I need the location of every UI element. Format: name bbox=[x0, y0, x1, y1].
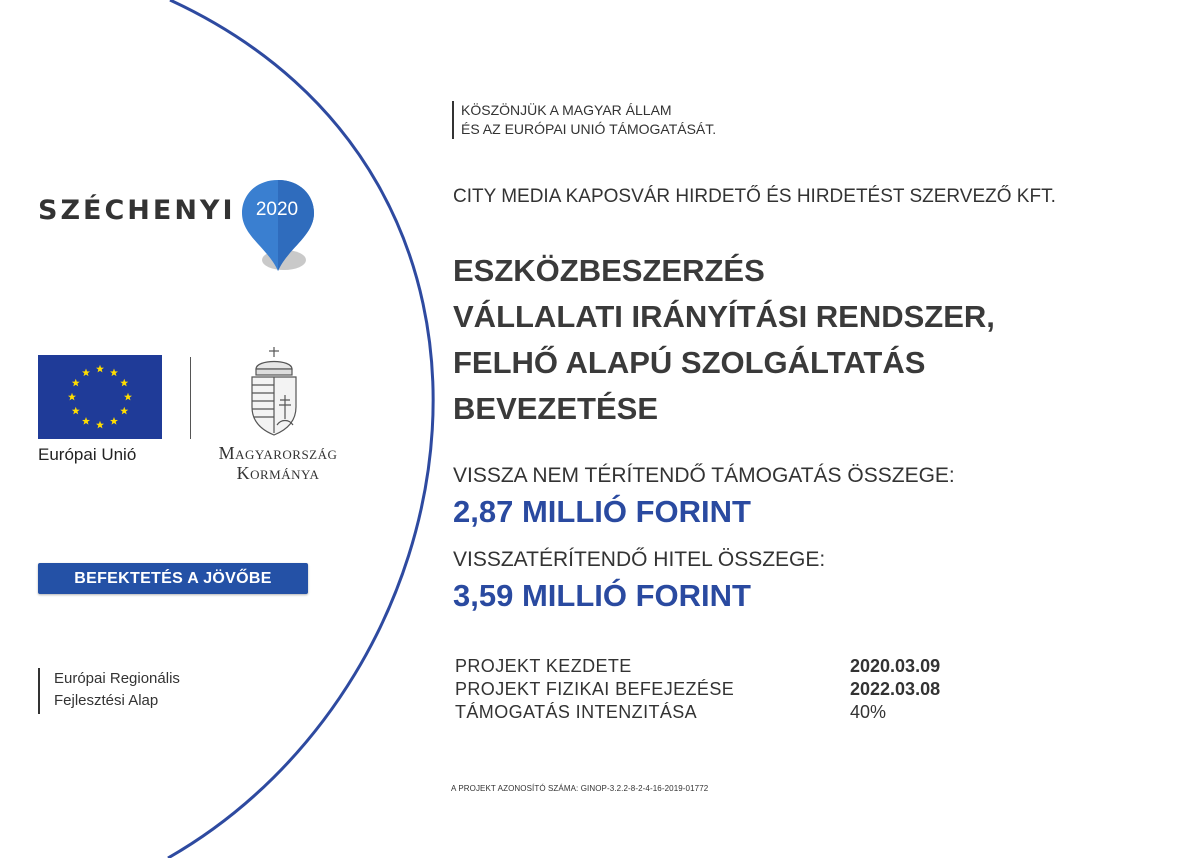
detail-row bbox=[455, 678, 1015, 701]
brand-year: 2020 bbox=[255, 199, 299, 220]
loan-label: VISSZATÉRÍTENDŐ HITEL ÖSSZEGE: bbox=[453, 548, 826, 571]
company-name: CITY MEDIA KAPOSVÁR HIRDETŐ ÉS HIRDETÉST SZERVEZŐ KFT. bbox=[453, 186, 1056, 207]
thanks-text bbox=[461, 101, 716, 139]
grant-label: VISSZA NEM TÉRÍTENDŐ TÁMOGATÁS ÖSSZEGE: bbox=[453, 464, 955, 487]
szechenyi-brand-word: SZÉCHENYI bbox=[38, 195, 236, 226]
loan-value: 3,59 MILLIÓ FORINT bbox=[453, 578, 751, 613]
project-title-line: ESZKÖZBESZERZÉS bbox=[453, 253, 765, 288]
fund-divider bbox=[38, 668, 40, 714]
thanks-line1: KÖSZÖNJÜK A MAGYAR ÁLLAM bbox=[461, 102, 672, 118]
project-id: A PROJEKT AZONOSÍTÓ SZÁMA: GINOP-3.2.2-8-2-4-16-2019-01772 bbox=[451, 784, 709, 793]
thanks-line2: ÉS AZ EURÓPAI UNIÓ TÁMOGATÁSÁT. bbox=[461, 121, 717, 137]
eu-label: Európai Unió bbox=[38, 445, 137, 464]
government-label bbox=[198, 443, 358, 483]
detail-row bbox=[455, 655, 1015, 678]
detail-row bbox=[455, 701, 1015, 724]
project-title-line: VÁLLALATI IRÁNYÍTÁSI RENDSZER, bbox=[453, 299, 995, 334]
detail-value: 2020.03.09 bbox=[850, 656, 941, 676]
government-label-line1: Magyarország bbox=[218, 443, 338, 463]
detail-label: PROJEKT FIZIKAI BEFEJEZÉSE bbox=[455, 679, 735, 699]
fund-name bbox=[54, 668, 180, 712]
project-details bbox=[455, 655, 1015, 724]
thanks-divider bbox=[452, 101, 454, 139]
detail-value: 2022.03.08 bbox=[850, 679, 941, 699]
logo-divider bbox=[190, 357, 191, 439]
eu-flag-icon bbox=[38, 355, 162, 439]
grant-value: 2,87 MILLIÓ FORINT bbox=[453, 494, 751, 529]
project-title-line: FELHŐ ALAPÚ SZOLGÁLTATÁS bbox=[453, 345, 926, 380]
detail-value: 40% bbox=[850, 702, 887, 722]
fund-name-line2: Fejlesztési Alap bbox=[54, 692, 159, 709]
fund-name-line1: Európai Regionális bbox=[54, 670, 180, 687]
project-title bbox=[453, 248, 995, 432]
detail-label: TÁMOGATÁS INTENZITÁSA bbox=[455, 702, 698, 722]
coat-of-arms-icon bbox=[246, 345, 302, 437]
project-title-line: BEVEZETÉSE bbox=[453, 391, 658, 426]
detail-label: PROJEKT KEZDETE bbox=[455, 656, 632, 676]
government-label-line2: Kormánya bbox=[236, 463, 320, 483]
invest-badge: BEFEKTETÉS A JÖVŐBE bbox=[38, 563, 308, 594]
location-pin-icon bbox=[240, 176, 320, 276]
